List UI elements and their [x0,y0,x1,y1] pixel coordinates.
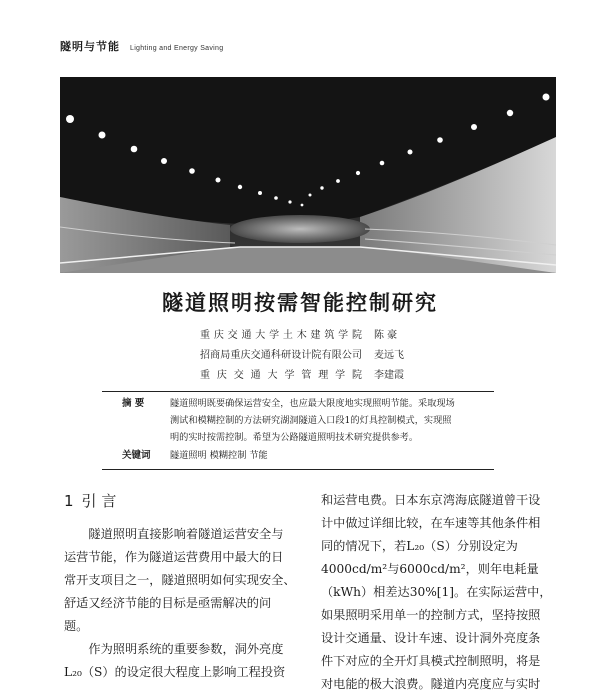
author-row [200,326,404,346]
abstract [122,395,488,446]
text-line: 运营节能，作为隧道运营费用中最大的日 [64,550,284,564]
text-line: 设计交通量、设计车速、设计洞外亮度条 [321,631,541,645]
text-line: 隧道照明直接影响着隧道运营安全与 [88,527,284,541]
keywords-text: 隧道照明 模糊控制 节能 [170,450,268,461]
section-number: 1 [64,492,74,510]
text-line: 舒适又经济节能的目标是亟需解决的问 [64,596,272,610]
abstract-line: 隧道照明既要确保运营安全，也应最大限度地实现照明节能。采取现场 [170,398,455,409]
text-line: 对电能的极大浪费。隧道内亮度应与实时 [321,677,541,691]
text-line: 同的情况下，若L₂₀（S）分别设定为 [321,539,518,553]
author-affiliation: 招商局重庆交通科研设计院有限公司 [200,350,362,361]
author-name: 李建霞 [374,370,404,381]
abstract-label: 摘 要 [122,398,145,409]
section-heading [64,490,314,511]
body-text [321,489,561,696]
keywords-label: 关键词 [122,450,151,461]
text-line: 计中做过详细比较，在车速等其他条件相 [321,516,541,530]
body-text [64,523,314,684]
text-line: （kWh）相差达30%[1]。在实际运营中， [321,585,552,599]
author-row [200,366,404,386]
text-line: L₂₀（S）的设定很大程度上影响工程投资 [64,665,286,679]
author-affiliation: 重庆交通大学管理学院 [200,370,362,381]
author-affiliation: 重庆交通大学土木建筑学院 [200,330,362,341]
abstract-box [102,391,494,470]
column-name: 隧明与节能 [60,40,120,53]
text-line: 如果照明采用单一的控制方式，坚持按照 [321,608,541,622]
abstract-line: 测试和模糊控制的方法研究湖洞隧道入口段1的灯具控制模式，实现照 [170,415,452,426]
keywords [122,447,488,464]
running-header [60,38,223,54]
left-column [64,490,314,684]
text-line: 4000cd/m²与6000cd/m²，则年电耗量 [321,562,539,576]
author-row [200,346,404,366]
tunnel-illustration [60,77,556,273]
article-title: 隧道照明按需智能控制研究 [162,291,438,315]
abstract-line: 明的实时按需控制。希望为公路隧道照明技术研究提供参考。 [170,432,419,443]
author-name: 陈 豪 [374,330,398,341]
author-name: 麦远飞 [374,350,404,361]
text-line: 作为照明系统的重要参数，洞外亮度 [88,642,284,656]
text-line: 和运营电费。日本东京湾海底隧道曾干设 [321,493,541,507]
text-line: 件下对应的全开灯具模式控制照明，将是 [321,654,541,668]
text-line: 题。 [64,619,89,633]
tunnel-photo [60,77,556,273]
abstract-text [170,395,488,446]
column-name-en: Lighting and Energy Saving [130,45,224,52]
author-block [200,326,404,386]
section-title: 引 言 [81,492,117,510]
right-column [321,489,561,696]
text-line: 常开支项目之一，隧道照明如何实现安全、 [64,573,296,587]
